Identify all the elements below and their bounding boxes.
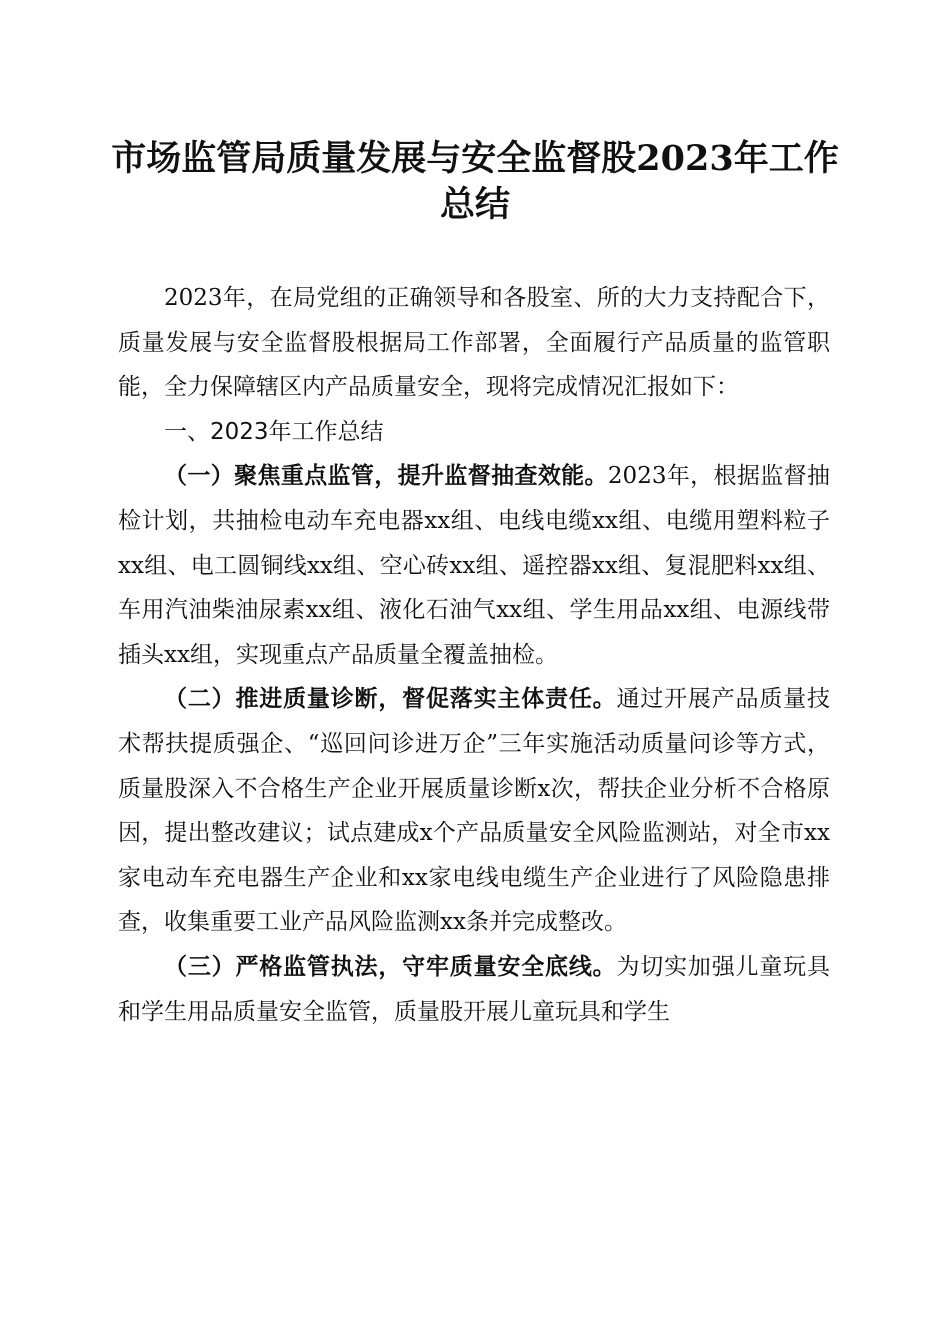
item-lead-1: （一）聚焦重点监管，提升监督抽查效能。 [164, 462, 608, 490]
item-lead-3: （三）严格监管执法，守牢质量安全底线。 [164, 952, 617, 980]
item-text-3: 为切实加强儿童玩具和学生用品质量安全监管，质量股开展儿童玩具和学生 [118, 953, 831, 1025]
item-paragraph-2 [118, 677, 830, 945]
item-lead-2: （二）推进质量诊断，督促落实主体责任。 [164, 685, 617, 713]
document-title: 市场监管局质量发展与安全监督股2023年工作总结 [111, 138, 839, 225]
item-text-2: 通过开展产品质量技术帮扶提质强企、“巡回问诊进万企”三年实施活动质量问诊等方式，质量股深入不合格生产企业开展质量诊断x次，帮扶企业分析不合格原因，提出整改建议；试点建成x个产品质量安全风险监测站，对全市xx家电动车充电器生产企业和xx家电线电缆生产企业进行了风险隐患排查，收集重要工业产品风险监测xx条并完成整改。 [118, 686, 831, 936]
item-text-1: 2023年，根据监督抽检计划，共抽检电动车充电器xx组、电线电缆xx组、电缆用塑料粒子xx组、电工圆铜线xx组、空心砖xx组、遥控器xx组、复混肥料xx组、车用汽油柴油尿素xx组、液化石油气xx组、学生用品xx组、电源线带插头xx组，实现重点产品质量全覆盖抽检。 [118, 463, 831, 668]
item-paragraph-1 [118, 454, 830, 677]
item-paragraph-3 [118, 945, 830, 1034]
document-body [118, 276, 830, 1034]
section-heading: 一、2023年工作总结 [164, 418, 384, 445]
intro-paragraph: 2023年，在局党组的正确领导和各股室、所的大力支持配合下，质量发展与安全监督股根据局工作部署，全面履行产品质量的监管职能，全力保障辖区内产品质量安全，现将完成情况汇报如下： [118, 285, 830, 401]
